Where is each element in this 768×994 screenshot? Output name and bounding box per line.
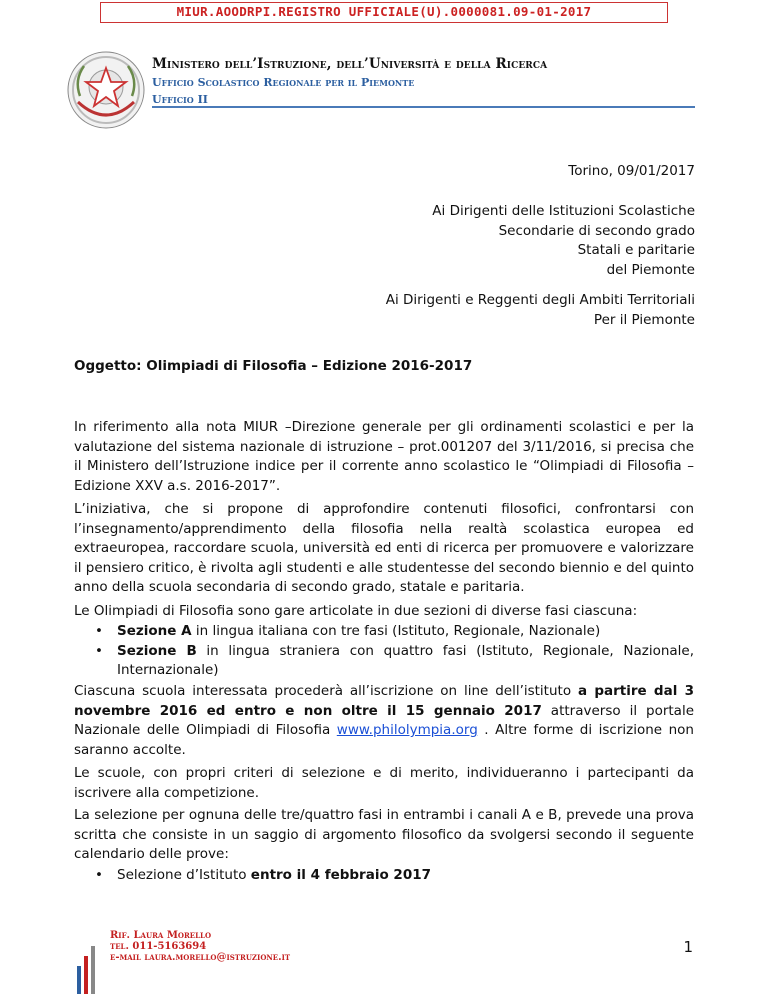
paragraph-registration: Ciascuna scuola interessata procederà all’iscrizione on line dell’istituto a partire dal 3 novembre 2016 ed entro e non oltre il 15 gennaio 2017 attraverso il portale Nazionale delle Olimpiadi di Filosofia www.philolympia.org . Altre forme di iscrizione non saranno accolte. xyxy=(74,683,695,758)
paragraph-selection-criteria: Le scuole, con propri criteri di selezione e di merito, individueranno i partecipanti da iscrivere alla competizione. xyxy=(74,765,694,801)
ministry-name: Ministero dell’Istruzione, dell’Università e della Ricerca xyxy=(152,56,548,72)
list-item: • Selezione d’Istituto entro il 4 febbraio 2017 xyxy=(92,866,694,886)
page-number: 1 xyxy=(683,938,693,956)
footer-contact xyxy=(110,930,290,963)
footer-logo-bars xyxy=(77,944,97,994)
recipient-line: del Piemonte xyxy=(606,261,695,278)
list-item: • Sezione A in lingua italiana con tre fasi (Istituto, Regionale, Nazionale) xyxy=(92,622,694,642)
recipient-line: Per il Piemonte xyxy=(593,311,695,328)
recipient-line: Ai Dirigenti delle Istituzioni Scolastiche xyxy=(432,203,695,219)
list-item: • Sezione B in lingua straniera con quattro fasi (Istituto, Regionale, Nazionale, Internazionale) xyxy=(92,642,694,681)
sections-list xyxy=(92,622,694,681)
recipients-block-2 xyxy=(386,291,695,330)
footer-tel: tel. 011-5163694 xyxy=(110,941,207,952)
date-line: Torino, 09/01/2017 xyxy=(568,163,695,179)
recipients-block-1 xyxy=(432,202,695,280)
emblem-logo xyxy=(66,50,146,130)
paragraph-reference: In riferimento alla nota MIUR –Direzione generale per gli ordinamenti scolastici e per la valutazione del sistema nazionale di istruzione – prot.001207 del 3/11/2016, si precisa che il Ministero dell’Istruzione indice per il corrente anno scolastico le “Olimpiadi di Filosofia – Edizione XXV a.s. 2016-2017”. xyxy=(74,419,694,494)
recipient-line: Secondarie di secondo grado xyxy=(498,222,695,239)
header-divider xyxy=(152,106,695,108)
paragraph-sections-intro: Le Olimpiadi di Filosofia sono gare articolate in due sezioni di diverse fasi ciascuna: xyxy=(74,603,638,619)
protocol-stamp: MIUR.AOODRPI.REGISTRO UFFICIALE(U).0000081.09-01-2017 xyxy=(100,2,668,23)
unit-name: Ufficio II xyxy=(152,93,208,106)
schedule-list xyxy=(92,866,694,886)
paragraph-test-description: La selezione per ognuna delle tre/quattro fasi in entrambi i canali A e B, prevede una prova scritta che consiste in un saggio di argomento filosofico da svolgersi secondo il seguente calendario delle prove: xyxy=(74,807,694,862)
footer-email: e-mail laura.morello@istruzione.it xyxy=(110,952,291,963)
subject-line: Oggetto: Olimpiadi di Filosofia – Edizione 2016-2017 xyxy=(74,358,473,374)
philolympia-link[interactable]: www.philolympia.org xyxy=(336,722,478,738)
footer-ref: Rif. Laura Morello xyxy=(110,930,212,941)
office-name: Ufficio Scolastico Regionale per il Piemonte xyxy=(152,76,415,89)
recipient-line: Ai Dirigenti e Reggenti degli Ambiti Territoriali xyxy=(385,292,695,308)
letterhead xyxy=(152,56,547,106)
recipient-line: Statali e paritarie xyxy=(577,242,695,258)
paragraph-initiative: L’iniziativa, che si propone di approfondire contenuti filosofici, confrontarsi con l’insegnamento/apprendimento della filosofia nella realtà scolastica europea ed extraeuropea, raccordare scuola, università ed enti di ricerca per promuovere e valorizzare il pensiero critico, è rivolta agli studenti e alle studentesse del secondo biennio e del quinto anno della scuola secondaria di secondo grado, statale e paritaria. xyxy=(74,501,694,595)
